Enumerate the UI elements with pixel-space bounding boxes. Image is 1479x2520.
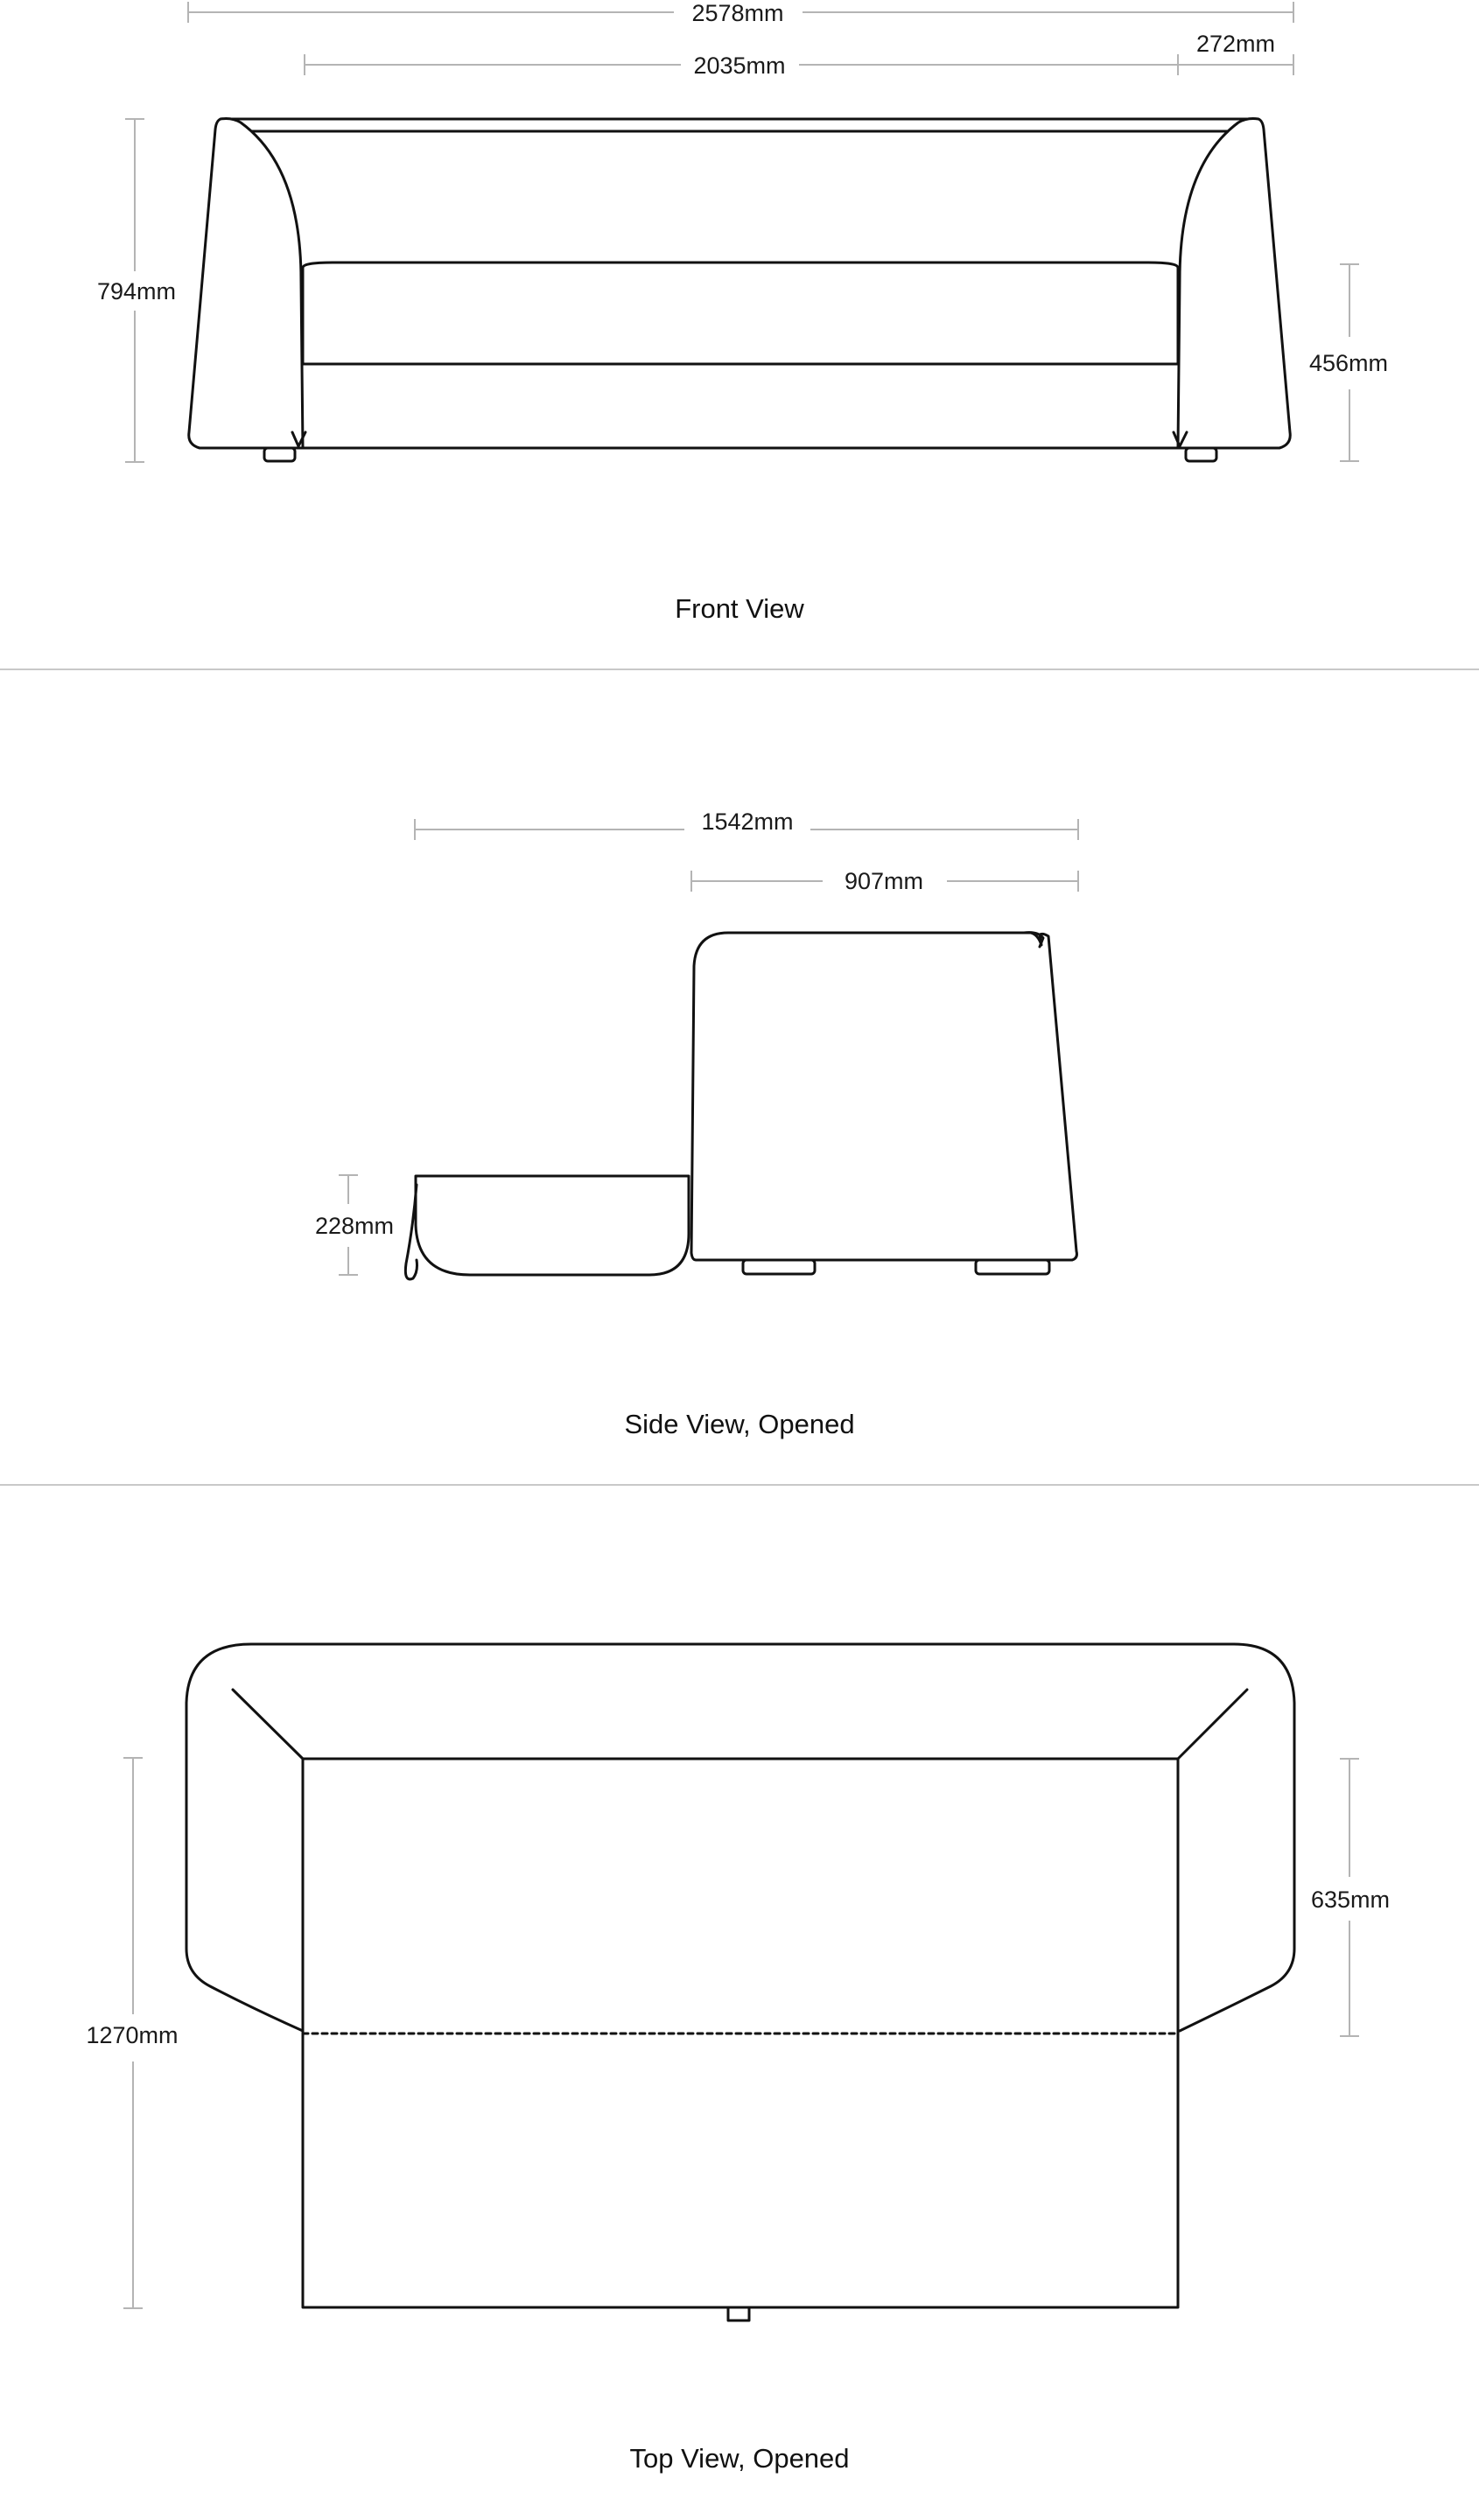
top-view-drawing — [0, 1486, 1479, 2520]
front-foot — [743, 1260, 815, 1274]
right-arm — [1178, 119, 1290, 449]
sofa-depth-label: 907mm — [844, 868, 924, 894]
dim-opened-depth — [415, 808, 1078, 840]
seat-height-label: 456mm — [1308, 350, 1389, 376]
sofa-side-body — [691, 933, 1076, 1260]
front-view-drawing — [0, 0, 1479, 668]
dim-overall-width — [188, 0, 1293, 26]
side-view-caption: Side View, Opened — [624, 1409, 855, 1439]
sofa-plan-view — [186, 1644, 1294, 2320]
overall-width-label: 2578mm — [691, 0, 784, 26]
sofa-front-elevation — [189, 119, 1291, 462]
top-view-caption: Top View, Opened — [629, 2443, 850, 2474]
top-view-panel — [0, 1486, 1479, 2520]
seat-width-label: 2035mm — [693, 52, 786, 79]
front-view-panel — [0, 0, 1479, 668]
dim-seat-height — [1309, 264, 1388, 461]
side-view-drawing — [0, 670, 1479, 1484]
opened-depth-label: 1542mm — [701, 808, 794, 835]
right-foot — [1186, 448, 1216, 461]
sofa-base — [298, 364, 1183, 448]
sofa-side-elevation — [405, 933, 1076, 1279]
ottoman-height-label: 228mm — [314, 1213, 395, 1239]
dim-ottoman-height — [315, 1175, 394, 1275]
seat-cushion — [303, 262, 1178, 364]
side-view-panel — [0, 670, 1479, 1484]
left-foot — [264, 448, 295, 461]
dim-arm-width — [1178, 31, 1293, 75]
pull-tab — [728, 2307, 749, 2320]
dim-opened-depth-top — [86, 1758, 178, 2308]
front-view-caption: Front View — [675, 593, 804, 624]
backrest — [221, 119, 1258, 131]
dim-sofa-depth — [691, 868, 1078, 894]
top-opened-depth-label: 1270mm — [86, 2022, 179, 2048]
ottoman — [416, 1176, 689, 1275]
arm-width-label: 272mm — [1195, 31, 1276, 57]
dim-seat-depth-top — [1311, 1759, 1390, 2036]
overall-height-label: 794mm — [96, 278, 177, 304]
top-seat-depth-label: 635mm — [1310, 1886, 1391, 1913]
dim-overall-height — [97, 119, 176, 462]
dim-seat-width — [305, 52, 1178, 79]
left-arm — [189, 119, 303, 449]
rear-foot — [976, 1260, 1049, 1274]
